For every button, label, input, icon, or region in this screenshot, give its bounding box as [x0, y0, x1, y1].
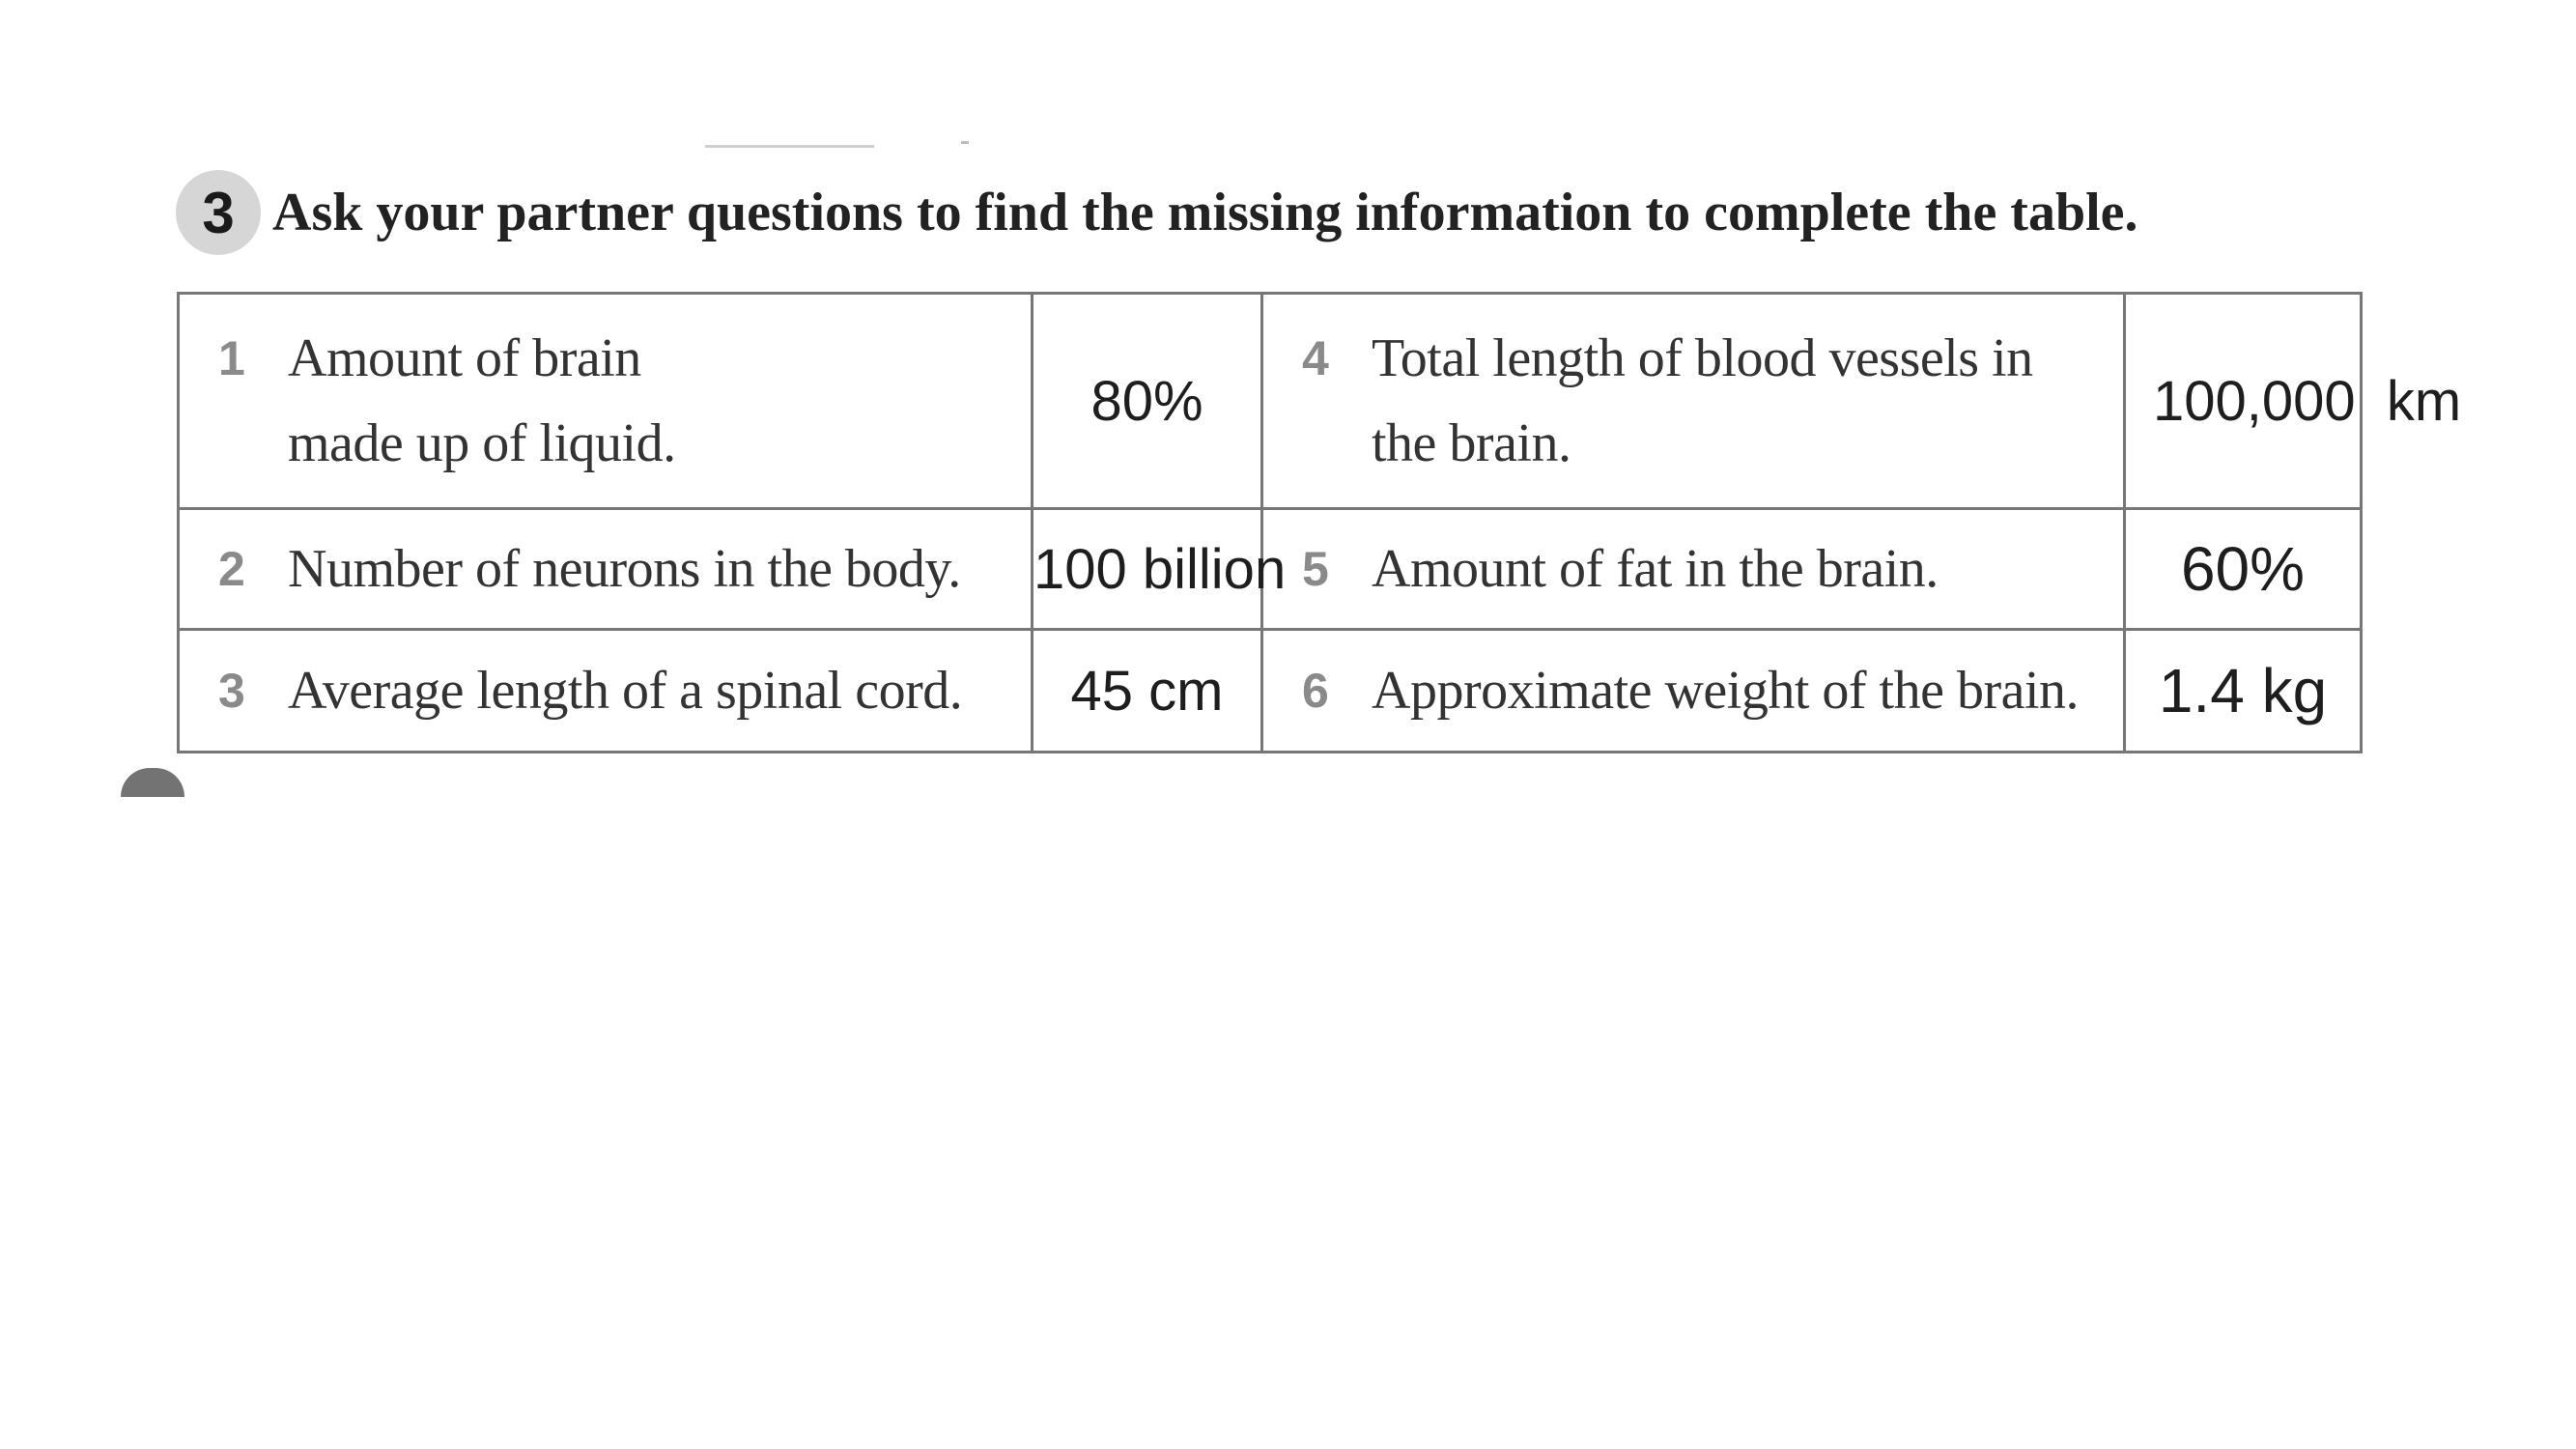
answer-value: 100 billion: [1033, 509, 1262, 630]
instruction-text: Ask your partner questions to find the missing information to complete the table.: [272, 183, 2138, 242]
decorative-rule: [705, 145, 874, 148]
row-number: 2: [218, 542, 245, 596]
row-number: 5: [1302, 542, 1329, 596]
table-cell-label: [1262, 509, 2125, 630]
answer-value: 45 cm: [1033, 630, 1262, 753]
table-cell-label: [179, 509, 1033, 630]
answer-value: 80%: [1033, 294, 1262, 509]
table-cell-label: [179, 294, 1033, 509]
table-cell-label: [1262, 630, 2125, 753]
table-cell-label: [1262, 294, 2125, 509]
row-label: Approximate weight of the brain.: [1372, 661, 2080, 721]
row-label: Amount of fat in the brain.: [1372, 539, 1939, 599]
table-cell-label: [179, 630, 1033, 753]
row-label: Amount of brain made up of liquid.: [288, 328, 676, 473]
decorative-shape: [121, 768, 184, 797]
exercise-number-badge: 3: [176, 170, 261, 255]
row-number: 3: [218, 664, 245, 718]
table-row: [179, 630, 2362, 753]
answer-value: 1.4 kg: [2125, 630, 2362, 753]
answer-value-cell: [2125, 294, 2462, 509]
row-label: Number of neurons in the body.: [288, 539, 961, 599]
table-row: [179, 294, 2362, 509]
row-label: Average length of a spinal cord.: [288, 661, 963, 721]
answer-value: 100,000 km: [2153, 369, 2462, 433]
facts-table: [177, 292, 2462, 753]
exercise-instruction: [176, 164, 2138, 261]
answer-value: 60%: [2125, 509, 2362, 630]
decorative-dash: [961, 141, 969, 144]
row-number: 6: [1302, 664, 1329, 718]
row-number: 1: [218, 331, 245, 385]
row-number: 4: [1302, 331, 1329, 385]
row-label: Total length of blood vessels in the brain.: [1372, 328, 2033, 473]
table-row: [179, 509, 2362, 630]
